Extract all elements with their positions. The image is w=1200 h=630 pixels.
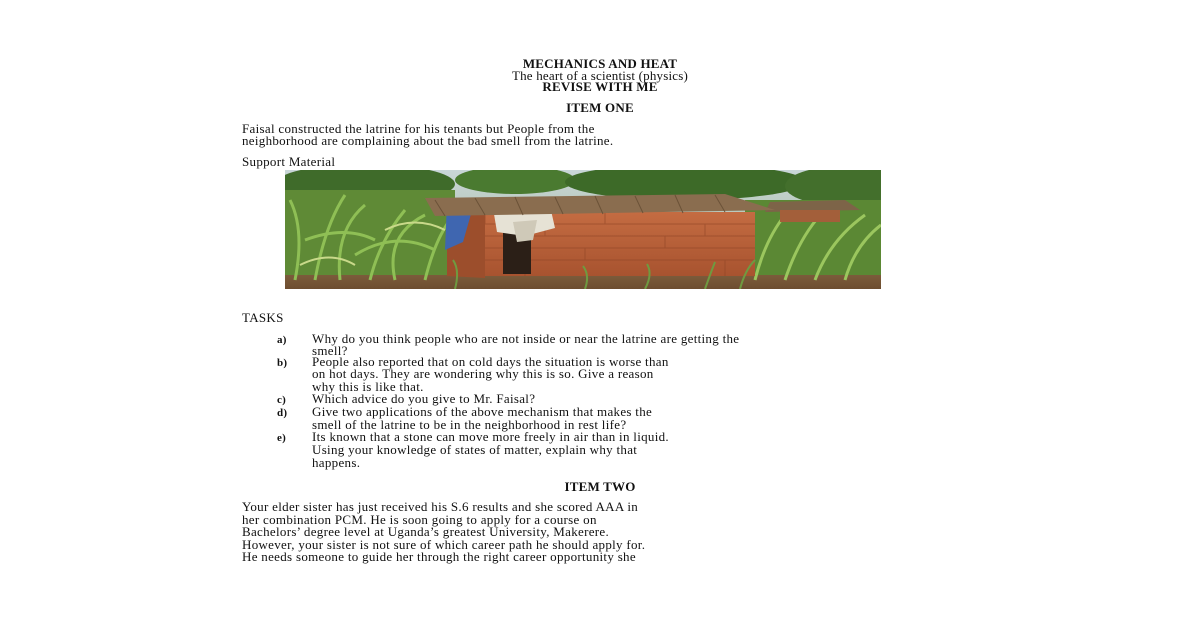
item-two-line: However, your sister is not sure of which career path he should apply for. bbox=[242, 537, 646, 552]
item-one-heading: ITEM ONE bbox=[566, 100, 634, 115]
support-material-label: Support Material bbox=[242, 154, 336, 169]
task-text-continued: smell? bbox=[312, 343, 348, 358]
item-two-line: Bachelors’ degree level at Uganda’s greatest University, Makerere. bbox=[242, 524, 610, 539]
task-marker: a) bbox=[277, 334, 287, 346]
task-text: Why do you think people who are not inside or near the latrine are getting the bbox=[312, 331, 740, 346]
document-title: MECHANICS AND HEAT bbox=[522, 56, 678, 71]
document-tagline: REVISE WITH ME bbox=[542, 79, 658, 94]
item-two-line: He needs someone to guide her through the right career opportunity she bbox=[242, 549, 636, 564]
task-text-continued: on hot days. They are wondering why this is so. Give a reason bbox=[312, 366, 654, 381]
latrine-photo bbox=[285, 170, 881, 289]
latrine-photo-illustration bbox=[285, 170, 881, 289]
task-text-continued: why this is like that. bbox=[312, 379, 424, 394]
scenario-line: Faisal constructed the latrine for his tenants but People from the bbox=[242, 121, 595, 136]
task-marker: e) bbox=[277, 432, 287, 444]
item-two-heading: ITEM TWO bbox=[564, 479, 636, 494]
task-text-continued: happens. bbox=[312, 455, 361, 470]
scenario-line: neighborhood are complaining about the bad smell from the latrine. bbox=[242, 133, 614, 148]
task-text: People also reported that on cold days the situation is worse than bbox=[312, 354, 669, 369]
tasks-heading: TASKS bbox=[242, 310, 284, 325]
task-marker: d) bbox=[277, 407, 288, 419]
task-text-continued: Using your knowledge of states of matter, explain why that bbox=[312, 442, 638, 457]
task-text: Its known that a stone can move more freely in air than in liquid. bbox=[312, 429, 669, 444]
task-text-continued: smell of the latrine to be in the neighborhood in rest life? bbox=[312, 417, 627, 432]
item-two-line: Your elder sister has just received his S.6 results and she scored AAA in bbox=[242, 499, 639, 514]
task-marker: b) bbox=[277, 357, 288, 369]
task-text: Give two applications of the above mechanism that makes the bbox=[312, 404, 653, 419]
item-two-line: her combination PCM. He is soon going to apply for a course on bbox=[242, 512, 597, 527]
document-subtitle: The heart of a scientist (physics) bbox=[511, 68, 689, 83]
task-marker: c) bbox=[277, 394, 287, 406]
task-text: Which advice do you give to Mr. Faisal? bbox=[312, 391, 536, 406]
